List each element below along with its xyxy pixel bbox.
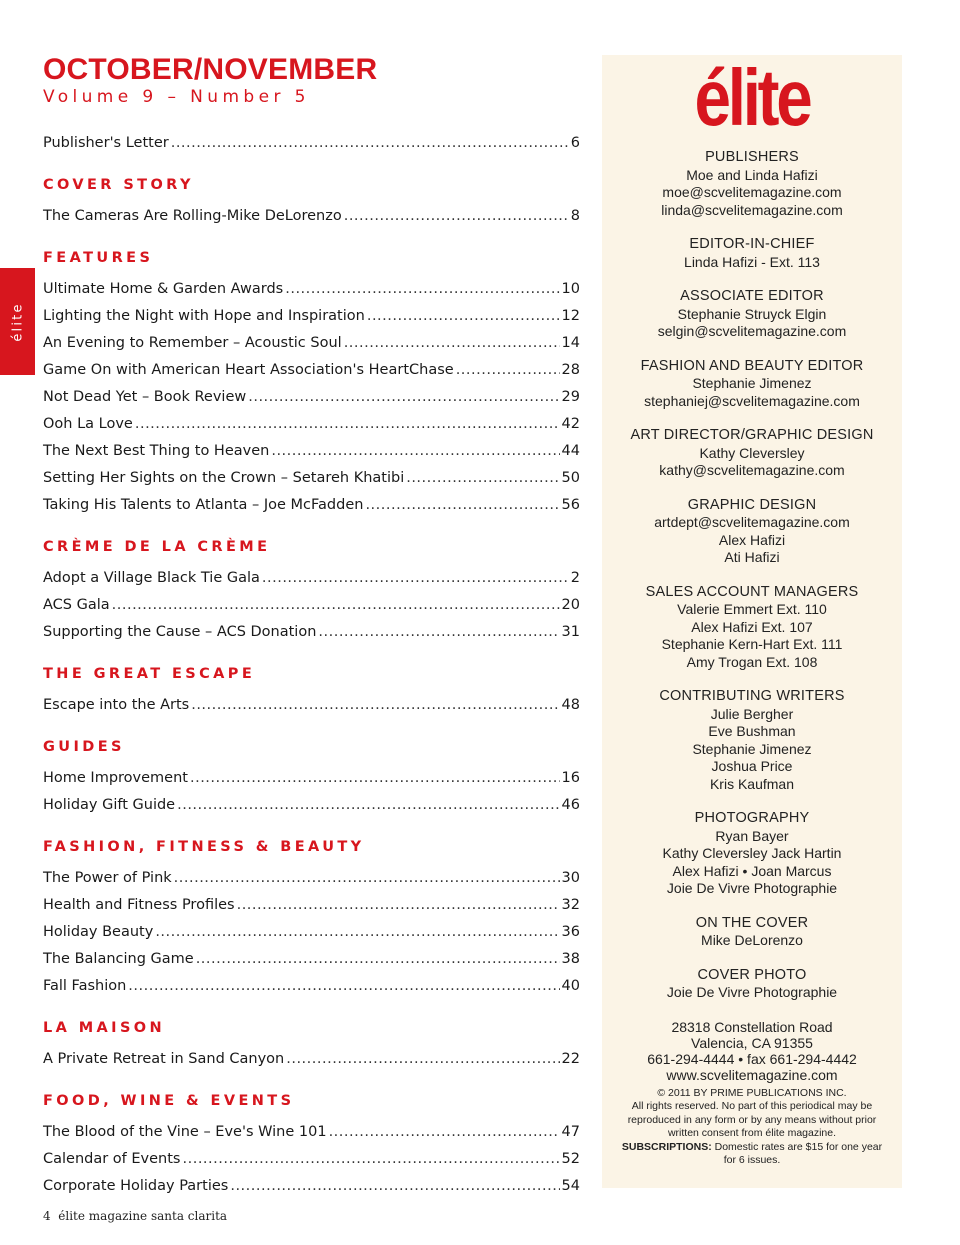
masthead-line: Moe and Linda Hafizi: [686, 166, 818, 183]
masthead-heading: COVER PHOTO: [697, 966, 807, 983]
toc-entry-page: 47: [561, 1124, 580, 1140]
masthead-heading: SALES ACCOUNT MANAGERS: [645, 583, 859, 600]
masthead-line: Alex Hafizi • Joan Marcus: [672, 862, 832, 879]
toc-entry[interactable]: [43, 1173, 580, 1200]
toc-entry[interactable]: [43, 619, 580, 646]
toc-entry-page: 22: [561, 1051, 580, 1067]
address-line: 661-294-4444 • fax 661-294-4442: [647, 1050, 857, 1067]
section-heading: FOOD, WINE & EVENTS: [43, 1093, 295, 1109]
masthead-heading: CONTRIBUTING WRITERS: [659, 688, 845, 704]
toc-entry-title: The Cameras Are Rolling-Mike DeLorenzo: [43, 208, 342, 224]
toc-entry-title: Lighting the Night with Hope and Inspiration: [43, 308, 365, 324]
toc-entry-title: ACS Gala: [43, 597, 110, 613]
toc-entry-page: 32: [561, 897, 580, 913]
masthead-group: [602, 915, 902, 950]
masthead-heading: PHOTOGRAPHY: [694, 810, 810, 826]
toc-entry-title: Ooh La Love: [43, 416, 133, 432]
toc-dot-leader: [190, 765, 560, 792]
toc-entry-title: Fall Fashion: [43, 978, 127, 994]
masthead-line: Kathy Cleversley: [699, 444, 805, 461]
toc-dot-leader: [318, 619, 559, 646]
toc-entry-page: 56: [561, 497, 580, 513]
masthead-line: Stephanie Struyck Elgin: [677, 305, 827, 322]
toc-entry[interactable]: [43, 973, 580, 1000]
masthead-group: [602, 358, 902, 411]
masthead-line: moe@scvelitemagazine.com: [662, 184, 842, 200]
toc-entry-title: Calendar of Events: [43, 1151, 181, 1167]
subscriptions-label: SUBSCRIPTIONS:: [621, 1140, 712, 1153]
legal-notice: [602, 1087, 902, 1168]
masthead-line: Amy Trogan Ext. 108: [686, 653, 818, 670]
masthead-sidebar: [602, 55, 902, 1188]
toc-dot-leader: [262, 565, 569, 592]
toc-entry-title: The Blood of the Vine – Eve's Wine 101: [43, 1124, 327, 1140]
toc-entry-title: Setting Her Sights on the Crown – Setareh Khatibi: [43, 470, 405, 486]
toc-entry-page: 10: [561, 281, 580, 297]
masthead-line: Stephanie Kern-Hart Ext. 111: [661, 636, 843, 652]
toc-entry-page: 30: [561, 870, 580, 886]
side-tab-label: élite: [10, 301, 25, 342]
page-footer: [43, 1209, 227, 1223]
toc-entry[interactable]: [43, 919, 580, 946]
toc-entry-page: 28: [561, 362, 580, 378]
toc-entry-title: Corporate Holiday Parties: [43, 1178, 229, 1194]
toc-dot-leader: [286, 1046, 559, 1073]
toc-entry-page: 16: [561, 770, 580, 786]
address-line: www.scvelitemagazine.com: [666, 1066, 838, 1083]
toc-dot-leader: [191, 692, 559, 719]
toc-entry-title: The Next Best Thing to Heaven: [43, 443, 270, 459]
toc-entry[interactable]: [43, 692, 580, 719]
toc-dot-leader: [171, 130, 569, 157]
copyright: © 2011 BY PRIME PUBLICATIONS INC.: [657, 1086, 847, 1099]
masthead-line: artdept@scvelitemagazine.com: [654, 514, 850, 530]
issue-title: OCTOBER/NOVEMBER: [43, 53, 378, 86]
toc-entry[interactable]: [43, 438, 580, 465]
toc-entry[interactable]: [43, 792, 580, 819]
section-heading: THE GREAT ESCAPE: [43, 666, 256, 682]
toc-dot-leader: [285, 276, 559, 303]
masthead-group: [602, 427, 902, 480]
toc-entry-title: The Balancing Game: [43, 951, 194, 967]
toc-entry[interactable]: [43, 565, 580, 592]
toc-dot-leader: [155, 919, 559, 946]
masthead-line: Joshua Price: [711, 758, 793, 774]
toc-entry-title: Taking His Talents to Atlanta – Joe McFadden: [43, 497, 364, 513]
subscriptions: [616, 1141, 888, 1168]
toc-dot-leader: [329, 1119, 560, 1146]
toc-entry[interactable]: [43, 765, 580, 792]
rights-notice: All rights reserved. No part of this periodical may be reproduced in any form or by any means without prior written consent from élite magazine.: [627, 1100, 877, 1139]
masthead-line: Alex Hafizi: [718, 531, 786, 548]
toc-entry[interactable]: [43, 946, 580, 973]
toc-dot-leader: [344, 330, 560, 357]
toc-entry-page: 38: [561, 951, 580, 967]
address-line: Valencia, CA 91355: [691, 1034, 813, 1051]
masthead-heading: ART DIRECTOR/GRAPHIC DESIGN: [630, 427, 874, 443]
toc-entry-title: Adopt a Village Black Tie Gala: [43, 570, 260, 586]
masthead-line: Kris Kaufman: [709, 775, 795, 792]
address-line: 28318 Constellation Road: [671, 1018, 833, 1035]
masthead-line: Alex Hafizi Ext. 107: [691, 618, 813, 635]
table-of-contents: [43, 130, 580, 1200]
toc-entry-title: Ultimate Home & Garden Awards: [43, 281, 284, 297]
toc-entry-page: 50: [561, 470, 580, 486]
masthead-line: Linda Hafizi - Ext. 113: [684, 253, 820, 270]
masthead-line: Valerie Emmert Ext. 110: [677, 601, 827, 617]
footer-publication: élite magazine santa clarita: [58, 1209, 228, 1223]
toc-entry[interactable]: [43, 357, 580, 384]
footer-page-number: 4: [43, 1209, 51, 1223]
elite-logo: élite: [694, 53, 810, 142]
masthead-group: [602, 967, 902, 1002]
toc-entry-page: 20: [561, 597, 580, 613]
masthead-line: Julie Bergher: [710, 705, 794, 722]
masthead-line: Ryan Bayer: [715, 827, 789, 844]
toc-entry-title: Home Improvement: [43, 770, 188, 786]
toc-entry[interactable]: [43, 492, 580, 519]
toc-entry[interactable]: [43, 330, 580, 357]
toc-entry-publishers-letter[interactable]: [43, 130, 580, 157]
masthead-group: [602, 497, 902, 567]
toc-entry-title: An Evening to Remember – Acoustic Soul: [43, 335, 342, 351]
toc-dot-leader: [456, 357, 560, 384]
toc-dot-leader: [174, 865, 560, 892]
toc-entry[interactable]: [43, 892, 580, 919]
masthead-credits: [602, 149, 902, 1002]
toc-entry-title: The Power of Pink: [43, 870, 172, 886]
masthead-group: [602, 688, 902, 793]
masthead-line: selgin@scvelitemagazine.com: [657, 323, 847, 339]
toc-entry[interactable]: [43, 865, 580, 892]
masthead-heading: PUBLISHERS: [705, 149, 799, 165]
masthead-heading: FASHION AND BEAUTY EDITOR: [640, 357, 864, 374]
toc-entry[interactable]: [43, 465, 580, 492]
toc-entry-page: 48: [561, 697, 580, 713]
toc-entry[interactable]: [43, 203, 580, 230]
masthead-heading: ASSOCIATE EDITOR: [680, 288, 824, 304]
issue-header: [43, 54, 377, 107]
toc-entry-page: 52: [561, 1151, 580, 1167]
masthead-line: Stephanie Jimenez: [692, 740, 812, 757]
toc-dot-leader: [230, 1173, 559, 1200]
masthead-group: [602, 288, 902, 341]
toc-entry-title: Escape into the Arts: [43, 697, 190, 713]
section-heading: LA MAISON: [43, 1020, 166, 1036]
toc-dot-leader: [237, 892, 560, 919]
publisher-address: [602, 1019, 902, 1083]
toc-dot-leader: [196, 946, 560, 973]
subscriptions-text: Domestic rates are $15 for one year for 6 issues.: [711, 1140, 883, 1166]
section-heading: CRÈME DE LA CRÈME: [43, 539, 271, 555]
side-tab: [0, 268, 35, 375]
toc-entry[interactable]: [43, 276, 580, 303]
toc-dot-leader: [248, 384, 559, 411]
masthead-group: [602, 149, 902, 219]
masthead-heading: GRAPHIC DESIGN: [687, 496, 817, 513]
toc-dot-leader: [406, 465, 559, 492]
toc-dot-leader: [128, 973, 559, 1000]
masthead-heading: EDITOR-IN-CHIEF: [689, 236, 815, 252]
toc-entry-page: 36: [561, 924, 580, 940]
toc-dot-leader: [367, 303, 560, 330]
masthead-line: Kathy Cleversley Jack Hartin: [662, 845, 842, 861]
toc-entry-title: Holiday Beauty: [43, 924, 154, 940]
toc-dot-leader: [344, 203, 569, 230]
toc-entry-page: 44: [561, 443, 580, 459]
toc-entry-page: 12: [561, 308, 580, 324]
issue-volume: Volume 9 – Number 5: [43, 87, 310, 107]
masthead-line: linda@scvelitemagazine.com: [661, 201, 843, 218]
toc-entry-page: 42: [561, 416, 580, 432]
toc-entry[interactable]: [43, 592, 580, 619]
section-heading: COVER STORY: [43, 177, 194, 193]
toc-entry-page: 54: [561, 1178, 580, 1194]
masthead-line: stephaniej@scvelitemagazine.com: [644, 392, 860, 409]
masthead-line: Stephanie Jimenez: [692, 375, 812, 391]
masthead-group: [602, 584, 902, 672]
masthead-line: Eve Bushman: [708, 723, 796, 739]
toc-entry-page: 6: [570, 135, 580, 151]
toc-dot-leader: [177, 792, 559, 819]
masthead-line: Mike DeLorenzo: [701, 932, 803, 948]
toc-entry-page: 40: [561, 978, 580, 994]
masthead-line: Joie De Vivre Photographie: [666, 880, 838, 896]
toc-dot-leader: [135, 411, 560, 438]
toc-entry-title: Publisher's Letter: [43, 135, 169, 151]
section-heading: FEATURES: [43, 250, 154, 266]
masthead-line: Ati Hafizi: [724, 549, 780, 565]
toc-dot-leader: [112, 592, 560, 619]
section-heading: GUIDES: [43, 739, 125, 755]
toc-entry[interactable]: [43, 1119, 580, 1146]
toc-entry[interactable]: [43, 303, 580, 330]
toc-entry-title: Health and Fitness Profiles: [43, 897, 235, 913]
masthead-group: [602, 810, 902, 898]
masthead-heading: ON THE COVER: [695, 914, 809, 931]
toc-entry-title: Holiday Gift Guide: [43, 797, 176, 813]
toc-entry[interactable]: [43, 1046, 580, 1073]
toc-dot-leader: [183, 1146, 560, 1173]
toc-entry-page: 8: [570, 208, 580, 224]
masthead-line: kathy@scvelitemagazine.com: [659, 462, 845, 478]
toc-entry[interactable]: [43, 411, 580, 438]
section-heading: FASHION, FITNESS & BEAUTY: [43, 839, 365, 855]
toc-entry-title: Supporting the Cause – ACS Donation: [43, 624, 317, 640]
masthead-group: [602, 236, 902, 271]
toc-entry[interactable]: [43, 1146, 580, 1173]
masthead-line: Joie De Vivre Photographie: [666, 984, 838, 1000]
toc-dot-leader: [271, 438, 559, 465]
toc-entry-page: 14: [561, 335, 580, 351]
toc-entry[interactable]: [43, 384, 580, 411]
toc-entry-title: Not Dead Yet – Book Review: [43, 389, 247, 405]
toc-entry-page: 31: [561, 624, 580, 640]
toc-dot-leader: [365, 492, 559, 519]
toc-entry-page: 29: [561, 389, 580, 405]
toc-entry-page: 2: [570, 570, 580, 586]
toc-entry-page: 46: [561, 797, 580, 813]
toc-entry-title: A Private Retreat in Sand Canyon: [43, 1051, 285, 1067]
toc-entry-title: Game On with American Heart Association's HeartChase: [43, 362, 454, 378]
